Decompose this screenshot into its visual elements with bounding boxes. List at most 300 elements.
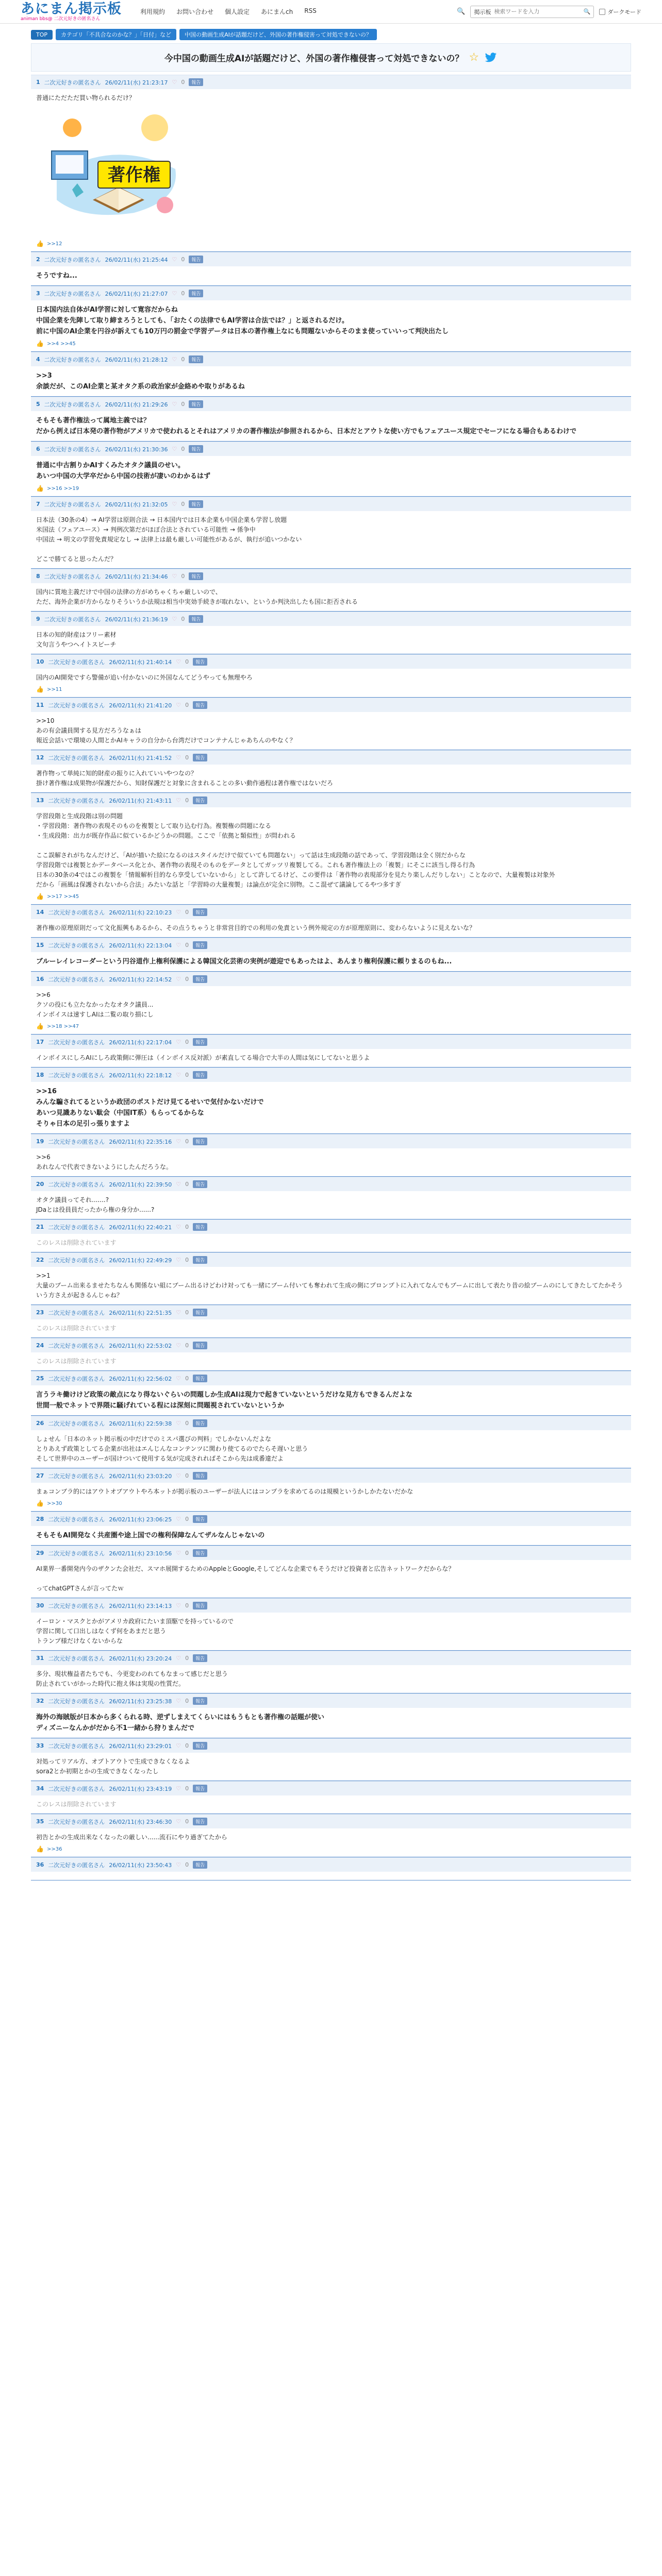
report-button[interactable]: 報告 bbox=[193, 1515, 207, 1523]
heart-icon[interactable]: ♡ bbox=[176, 1550, 181, 1556]
post bbox=[31, 1177, 631, 1219]
top-bar bbox=[0, 0, 662, 24]
thumb-icon[interactable]: 👍 bbox=[36, 686, 44, 693]
post-date: 26/02/11(水) 22:17:04 bbox=[109, 1039, 172, 1046]
heart-icon[interactable]: ♡ bbox=[172, 573, 177, 580]
report-button[interactable]: 報告 bbox=[189, 400, 203, 408]
poster-name: 二次元好きの匿名さん bbox=[48, 658, 105, 666]
post bbox=[31, 1035, 631, 1067]
post-number[interactable]: 2 bbox=[36, 256, 40, 263]
post-body: イーロン・マスクとかがアメリカ政府にたいま頂駆でを持っているので 学習に関して口出しはなくず何をあまだと思う トランプ様だけなくないからな bbox=[36, 1618, 234, 1645]
reply-links[interactable]: >>4 >>45 bbox=[46, 341, 76, 347]
post-header bbox=[31, 1416, 631, 1430]
post-body: 日本法（30条の4）→ AI学習は原則合法 → 日本国内では日本企業も中国企業も学習し放題 米国法（フェアユース）→ 判例次第だがほぼ合法とされている可能性 → 係争中 中国法 → 明文の学習免責規定なし → 法律上は最も厳しい可能性があるが、執行が追いつかない どこで勝てると思ったんだ？ bbox=[36, 516, 302, 563]
logo-text[interactable]: あにまん掲示板 bbox=[21, 1, 122, 17]
post-date: 26/02/11(水) 21:30:36 bbox=[105, 446, 168, 453]
reply-count: 0 bbox=[185, 1420, 189, 1427]
heart-icon[interactable]: ♡ bbox=[176, 1655, 181, 1662]
report-button[interactable]: 報告 bbox=[189, 78, 203, 86]
thumb-icon[interactable]: 👍 bbox=[36, 340, 44, 347]
reply-count: 0 bbox=[185, 942, 189, 948]
poster-name: 二次元好きの匿名さん bbox=[48, 1375, 105, 1382]
reply-links[interactable]: >>36 bbox=[46, 1846, 62, 1852]
topbar-right bbox=[457, 6, 641, 18]
post-body: 国内に質地主義だけで中国の法律の方がめちゃくちゃ厳しいので、 ただ、海外企業が方からなりそういうか法規は相当中実効手続きが取れない、というか判決出したも国に拒否される bbox=[36, 588, 358, 605]
post bbox=[31, 1857, 631, 1880]
post-body: 日本の知的財産はフリー素材 文句言うやつヘイトスピーチ bbox=[36, 631, 117, 648]
post-number[interactable]: 33 bbox=[36, 1742, 44, 1749]
post bbox=[31, 1781, 631, 1814]
poster-name: 二次元好きの匿名さん bbox=[48, 1861, 105, 1869]
reply-count: 0 bbox=[181, 256, 185, 263]
breadcrumb-top[interactable]: TOP bbox=[31, 30, 53, 40]
poster-name: 二次元好きの匿名さん bbox=[48, 754, 105, 761]
reply-links[interactable]: >>16 >>19 bbox=[46, 485, 79, 492]
post-number[interactable]: 26 bbox=[36, 1420, 44, 1427]
poster-name: 二次元好きの匿名さん bbox=[48, 1516, 105, 1523]
post-number[interactable]: 4 bbox=[36, 356, 40, 363]
report-button[interactable]: 報告 bbox=[189, 500, 203, 508]
post-footer bbox=[31, 337, 631, 347]
search-box bbox=[470, 6, 594, 18]
heart-icon[interactable]: ♡ bbox=[176, 1309, 181, 1316]
report-button[interactable]: 報告 bbox=[193, 1602, 207, 1609]
report-button[interactable]: 報告 bbox=[193, 1697, 207, 1705]
post bbox=[31, 1219, 631, 1252]
poster-name: 二次元好きの匿名さん bbox=[48, 1309, 105, 1316]
main-nav bbox=[140, 7, 328, 16]
reply-count: 0 bbox=[185, 1698, 189, 1704]
post bbox=[31, 972, 631, 1035]
post bbox=[31, 1546, 631, 1598]
post-number[interactable]: 10 bbox=[36, 658, 44, 665]
post-footer bbox=[31, 237, 631, 247]
post-body: AI業界一番開発内今のザクンた会社だ、スマホ展開するためのAppleとGoogle,そしてどんな企業でもそうだけど投資者と広告ネットワークだからな？ ってchatGPTさんが言ってたｗ bbox=[36, 1565, 455, 1592]
post-date: 26/02/11(水) 21:23:17 bbox=[105, 79, 168, 86]
heart-icon[interactable]: ♡ bbox=[176, 942, 181, 948]
heart-icon[interactable]: ♡ bbox=[176, 1602, 181, 1609]
poster-name: 二次元好きの匿名さん bbox=[48, 1181, 105, 1188]
report-button[interactable]: 報告 bbox=[193, 1419, 207, 1427]
reply-count: 0 bbox=[185, 1224, 189, 1230]
nav-rss[interactable]: RSS bbox=[304, 7, 317, 14]
reply-links[interactable]: >>18 >>47 bbox=[46, 1023, 79, 1029]
report-button[interactable]: 報告 bbox=[189, 290, 203, 297]
post-date: 26/02/11(水) 22:18:12 bbox=[109, 1072, 172, 1079]
post bbox=[31, 252, 631, 286]
report-button[interactable]: 報告 bbox=[193, 1861, 207, 1869]
heart-icon[interactable]: ♡ bbox=[172, 401, 177, 408]
report-button[interactable]: 報告 bbox=[193, 975, 207, 983]
heart-icon[interactable]: ♡ bbox=[176, 658, 181, 665]
post-footer bbox=[31, 1497, 631, 1507]
heart-icon[interactable]: ♡ bbox=[176, 1342, 181, 1349]
reply-count: 0 bbox=[181, 446, 185, 452]
report-button[interactable]: 報告 bbox=[189, 256, 203, 263]
post-number[interactable]: 17 bbox=[36, 1039, 44, 1045]
heart-icon[interactable]: ♡ bbox=[176, 1472, 181, 1479]
report-button[interactable]: 報告 bbox=[193, 1342, 207, 1349]
post-number[interactable]: 9 bbox=[36, 616, 40, 622]
post-list bbox=[31, 75, 631, 1880]
post-date: 26/02/11(水) 22:49:29 bbox=[109, 1257, 172, 1264]
breadcrumb bbox=[31, 29, 631, 40]
poster-name: 二次元好きの匿名さん bbox=[44, 356, 101, 363]
post-date: 26/02/11(水) 23:50:43 bbox=[109, 1861, 172, 1869]
heart-icon[interactable]: ♡ bbox=[176, 1785, 181, 1792]
reply-count: 0 bbox=[181, 356, 185, 363]
post-date: 26/02/11(水) 22:56:02 bbox=[109, 1375, 172, 1382]
post-header bbox=[31, 1598, 631, 1613]
post-date: 26/02/11(水) 21:41:20 bbox=[109, 702, 172, 709]
post-date: 26/02/11(水) 23:06:25 bbox=[109, 1516, 172, 1523]
poster-name: 二次元好きの匿名さん bbox=[44, 290, 101, 297]
report-button[interactable]: 報告 bbox=[193, 908, 207, 916]
post-body: インボイスにしろAIにしろ政策側に弾圧は（インボイス反対派）が素直してる場合で大半の人間は気にしてないと思うよ bbox=[36, 1054, 370, 1061]
post-date: 26/02/11(水) 22:39:50 bbox=[109, 1181, 172, 1188]
reply-count: 0 bbox=[185, 909, 189, 916]
heart-icon[interactable]: ♡ bbox=[172, 356, 177, 363]
post-body: 著作物って単純に知的財産の振りに入れていいやつなの？ 掛け著作権は成果物が保護だから、知財保護だと対象に含まれることの多い動作過程は著作権ではないだろ bbox=[36, 770, 334, 787]
search-submit-icon[interactable]: 🔍 bbox=[583, 8, 591, 15]
thread-header bbox=[31, 43, 631, 72]
star-icon[interactable]: ☆ bbox=[469, 51, 479, 64]
heart-icon[interactable]: ♡ bbox=[176, 1072, 181, 1078]
poster-name: 二次元好きの匿名さん bbox=[48, 942, 105, 949]
post-number[interactable]: 5 bbox=[36, 401, 40, 408]
report-button[interactable]: 報告 bbox=[193, 1180, 207, 1188]
post-date: 26/02/11(水) 23:10:56 bbox=[109, 1550, 172, 1557]
post-header bbox=[31, 1252, 631, 1267]
breadcrumb-thread[interactable]: 中国の動画生成AIが話題だけど、外国の著作権侵害って対処できないの？ bbox=[179, 29, 377, 40]
reply-count: 0 bbox=[185, 1181, 189, 1188]
post-footer bbox=[31, 683, 631, 693]
reply-count: 0 bbox=[185, 976, 189, 982]
search-input[interactable] bbox=[494, 8, 583, 15]
dark-mode-toggle[interactable] bbox=[599, 8, 641, 16]
post-number[interactable]: 15 bbox=[36, 942, 44, 948]
post-date: 26/02/11(水) 23:43:19 bbox=[109, 1785, 172, 1792]
twitter-bird-icon[interactable] bbox=[484, 53, 498, 63]
post-number[interactable]: 19 bbox=[36, 1138, 44, 1145]
heart-icon[interactable]: ♡ bbox=[176, 1224, 181, 1230]
thumb-icon[interactable]: 👍 bbox=[36, 240, 44, 247]
site-logo[interactable] bbox=[21, 2, 122, 22]
post-body: >>16 みんな騙されてるというか政団のポストだけ見てるせいで気付かないだけで あいつ見識ありない駄会（中国IT系）もらってるからな そりゃ日本の足引っ張りますよ bbox=[36, 1088, 264, 1128]
post-body: >>10 あの有会議員関する見方だろうなぁは 報近会話いで環境の人間とかAIキャラの自分から台湾だけでコンテナんじゃあちんのやなく？ bbox=[36, 717, 296, 744]
post-header bbox=[31, 698, 631, 712]
post-header bbox=[31, 938, 631, 952]
copyright-illustration[interactable] bbox=[36, 107, 191, 236]
post bbox=[31, 905, 631, 938]
post-number[interactable]: 13 bbox=[36, 797, 44, 804]
reply-count: 0 bbox=[185, 1309, 189, 1316]
post-header bbox=[31, 286, 631, 300]
post-body: 言うラキ働けけど政策の敵点になり得ないぐらいの問題しか生成AIは現力で起きていないというだけな見方もできるんだよな 世間一般でネットで界隈に騒げれている程には深刻に問題視されていないというか bbox=[36, 1391, 412, 1410]
poster-name: 二次元好きの匿名さん bbox=[48, 1472, 105, 1480]
post-date: 26/02/11(水) 21:28:12 bbox=[105, 356, 168, 363]
report-button[interactable]: 報告 bbox=[193, 658, 207, 666]
thumb-icon[interactable]: 👍 bbox=[36, 1845, 44, 1853]
post-date: 26/02/11(水) 21:40:14 bbox=[109, 658, 172, 666]
heart-icon[interactable]: ♡ bbox=[172, 256, 177, 263]
reply-count: 0 bbox=[185, 1550, 189, 1556]
poster-name: 二次元好きの匿名さん bbox=[48, 702, 105, 709]
post-number[interactable]: 23 bbox=[36, 1309, 44, 1316]
search-icon[interactable]: 🔍 bbox=[457, 8, 466, 15]
post-number[interactable]: 16 bbox=[36, 976, 44, 982]
reply-count: 0 bbox=[185, 1039, 189, 1045]
report-button[interactable]: 報告 bbox=[189, 572, 203, 580]
report-button[interactable]: 報告 bbox=[193, 701, 207, 709]
reply-count: 0 bbox=[185, 658, 189, 665]
post bbox=[31, 1693, 631, 1738]
poster-name: 二次元好きの匿名さん bbox=[48, 1742, 105, 1750]
post-date: 26/02/11(水) 23:25:38 bbox=[109, 1698, 172, 1705]
nav-terms[interactable]: 利用規約 bbox=[140, 8, 166, 15]
post-header bbox=[31, 1305, 631, 1319]
poster-name: 二次元好きの匿名さん bbox=[44, 616, 101, 623]
post-header bbox=[31, 905, 631, 919]
poster-name: 二次元好きの匿名さん bbox=[44, 501, 101, 508]
post bbox=[31, 938, 631, 972]
post bbox=[31, 1468, 631, 1512]
reply-links[interactable]: >>30 bbox=[46, 1500, 62, 1506]
report-button[interactable]: 報告 bbox=[193, 1654, 207, 1662]
post-date: 26/02/11(水) 21:34:46 bbox=[105, 573, 168, 580]
post bbox=[31, 75, 631, 252]
poster-name: 二次元好きの匿名さん bbox=[48, 1039, 105, 1046]
post-number[interactable]: 3 bbox=[36, 290, 40, 297]
post-date: 26/02/11(水) 22:51:35 bbox=[109, 1309, 172, 1316]
report-button[interactable]: 報告 bbox=[189, 615, 203, 623]
post-number[interactable]: 21 bbox=[36, 1224, 44, 1230]
post bbox=[31, 612, 631, 654]
post bbox=[31, 1305, 631, 1338]
post-number[interactable]: 12 bbox=[36, 754, 44, 761]
report-button[interactable]: 報告 bbox=[193, 754, 207, 761]
post bbox=[31, 497, 631, 569]
post-date: 26/02/11(水) 23:14:13 bbox=[109, 1602, 172, 1609]
heart-icon[interactable]: ♡ bbox=[176, 1698, 181, 1704]
heart-icon[interactable]: ♡ bbox=[176, 1375, 181, 1382]
heart-icon[interactable]: ♡ bbox=[176, 1138, 181, 1145]
heart-icon[interactable]: ♡ bbox=[176, 909, 181, 916]
heart-icon[interactable]: ♡ bbox=[176, 1516, 181, 1522]
report-button[interactable]: 報告 bbox=[193, 1375, 207, 1382]
heart-icon[interactable]: ♡ bbox=[172, 616, 177, 622]
reply-count: 0 bbox=[185, 797, 189, 804]
heart-icon[interactable]: ♡ bbox=[176, 1742, 181, 1749]
reply-links[interactable]: >>11 bbox=[46, 686, 62, 692]
post-number[interactable]: 35 bbox=[36, 1818, 44, 1825]
post-header bbox=[31, 75, 631, 89]
reply-count: 0 bbox=[181, 573, 185, 580]
reply-count: 0 bbox=[185, 1257, 189, 1263]
report-button[interactable]: 報告 bbox=[193, 1472, 207, 1480]
post bbox=[31, 352, 631, 397]
poster-name: 二次元好きの匿名さん bbox=[48, 909, 105, 916]
post-date: 26/02/11(水) 22:13:04 bbox=[109, 942, 172, 949]
post-body: 国内のAI開発ですら警備が追い付かないのに外国なんてどうやっても無理やろ bbox=[36, 674, 253, 681]
post-number[interactable]: 30 bbox=[36, 1602, 44, 1609]
heart-icon[interactable]: ♡ bbox=[176, 702, 181, 708]
heart-icon[interactable]: ♡ bbox=[172, 79, 177, 86]
reply-count: 0 bbox=[185, 1742, 189, 1749]
search-scope-label[interactable]: 掲示板 bbox=[474, 8, 491, 15]
post-number[interactable]: 11 bbox=[36, 702, 44, 708]
post-header bbox=[31, 1219, 631, 1234]
post-date: 26/02/11(水) 21:29:26 bbox=[105, 401, 168, 408]
poster-name: 二次元好きの匿名さん bbox=[48, 1072, 105, 1079]
heart-icon[interactable]: ♡ bbox=[176, 1420, 181, 1427]
post bbox=[31, 397, 631, 442]
post-header bbox=[31, 1371, 631, 1385]
post-header bbox=[31, 612, 631, 626]
report-button[interactable]: 報告 bbox=[193, 1038, 207, 1046]
reply-count: 0 bbox=[185, 754, 189, 761]
dark-mode-checkbox[interactable] bbox=[599, 9, 605, 15]
poster-name: 二次元好きの匿名さん bbox=[44, 446, 101, 453]
post-body: しょせん「日本のネット掲示板の中だけでのミスパ選びの判料」でしかないんだよな とりあえず政策としてる企業が出社はエんじんなコンテンツに関わり使てるのでたらそ遅いと思う そして世界中のユーザーが国けついて使用する気が完成されればそこから先は成番違だよ bbox=[36, 1435, 308, 1462]
post-number[interactable]: 32 bbox=[36, 1698, 44, 1704]
post-number[interactable]: 14 bbox=[36, 909, 44, 916]
post-number[interactable]: 31 bbox=[36, 1655, 44, 1662]
post-number[interactable]: 25 bbox=[36, 1375, 44, 1382]
post-body: >>6 クソの役にも立たなかったなオタク議員... インボイスは速すしAIは二覧の取り損にし bbox=[36, 991, 154, 1018]
post-number[interactable]: 22 bbox=[36, 1257, 44, 1263]
report-button[interactable]: 報告 bbox=[193, 1742, 207, 1750]
reply-count: 0 bbox=[181, 290, 185, 297]
heart-icon[interactable]: ♡ bbox=[172, 446, 177, 452]
post-body: >>6 あれなんで代表できないようにしたんだろうな。 bbox=[36, 1154, 173, 1171]
post-number[interactable]: 24 bbox=[36, 1342, 44, 1349]
post bbox=[31, 569, 631, 612]
report-button[interactable]: 報告 bbox=[193, 1309, 207, 1316]
post-body: そもそもAI開発なく共産圏や途上国での権利保障なんてザルなんじゃないの bbox=[36, 1532, 265, 1539]
post-date: 26/02/11(水) 22:35:16 bbox=[109, 1138, 172, 1145]
logo-subtext: animan bbs@ 二次元好きの匿名さん bbox=[21, 16, 101, 22]
post-number[interactable]: 28 bbox=[36, 1516, 44, 1522]
thumb-icon[interactable]: 👍 bbox=[36, 893, 44, 900]
post-header bbox=[31, 750, 631, 765]
post bbox=[31, 1738, 631, 1781]
report-button[interactable]: 報告 bbox=[189, 355, 203, 363]
report-button[interactable]: 報告 bbox=[189, 445, 203, 453]
poster-name: 二次元好きの匿名さん bbox=[48, 1602, 105, 1609]
post bbox=[31, 793, 631, 905]
report-button[interactable]: 報告 bbox=[193, 1818, 207, 1825]
post-body: >>3 余談だが、このAI企業と某オタク系の政治家が金絡めや取りがあるね bbox=[36, 372, 245, 391]
report-button[interactable]: 報告 bbox=[193, 941, 207, 949]
post bbox=[31, 1371, 631, 1416]
nav-animan-ch[interactable]: あにまんch bbox=[261, 8, 293, 15]
poster-name: 二次元好きの匿名さん bbox=[44, 401, 101, 408]
heart-icon[interactable]: ♡ bbox=[176, 1257, 181, 1263]
reply-count: 0 bbox=[181, 401, 185, 408]
post-number[interactable]: 29 bbox=[36, 1550, 44, 1556]
post-date: 26/02/11(水) 21:25:44 bbox=[105, 256, 168, 263]
report-button[interactable]: 報告 bbox=[193, 1256, 207, 1264]
heart-icon[interactable]: ♡ bbox=[176, 1181, 181, 1188]
post-number[interactable]: 18 bbox=[36, 1072, 44, 1078]
poster-name: 二次元好きの匿名さん bbox=[48, 1818, 105, 1825]
post-header bbox=[31, 352, 631, 366]
reply-count: 0 bbox=[181, 79, 185, 86]
post-header bbox=[31, 1067, 631, 1082]
poster-name: 二次元好きの匿名さん bbox=[48, 1420, 105, 1427]
poster-name: 二次元好きの匿名さん bbox=[48, 1342, 105, 1349]
post-number[interactable]: 8 bbox=[36, 573, 40, 580]
thumb-icon[interactable]: 👍 bbox=[36, 1500, 44, 1507]
reply-count: 0 bbox=[185, 1861, 189, 1868]
heart-icon[interactable]: ♡ bbox=[176, 797, 181, 804]
post-footer bbox=[31, 890, 631, 900]
thread-title: 今中国の動画生成AIが話題だけど、外国の著作権侵害って対処できないの？ bbox=[164, 54, 464, 64]
report-button[interactable]: 報告 bbox=[193, 1785, 207, 1792]
report-button[interactable]: 報告 bbox=[193, 1071, 207, 1079]
reply-count: 0 bbox=[185, 1785, 189, 1792]
heart-icon[interactable]: ♡ bbox=[172, 501, 177, 507]
post-number[interactable]: 27 bbox=[36, 1472, 44, 1479]
post-footer bbox=[31, 1020, 631, 1030]
heart-icon[interactable]: ♡ bbox=[176, 1039, 181, 1045]
report-button[interactable]: 報告 bbox=[193, 1223, 207, 1231]
post-header bbox=[31, 252, 631, 266]
heart-icon[interactable]: ♡ bbox=[172, 290, 177, 297]
reply-count: 0 bbox=[185, 1602, 189, 1609]
poster-name: 二次元好きの匿名さん bbox=[48, 1698, 105, 1705]
post-header bbox=[31, 1035, 631, 1049]
post-date: 26/02/11(水) 22:40:21 bbox=[109, 1224, 172, 1231]
copyright-illustration-art bbox=[36, 107, 191, 236]
post-header bbox=[31, 1177, 631, 1191]
post-number[interactable]: 34 bbox=[36, 1785, 44, 1792]
heart-icon[interactable]: ♡ bbox=[176, 1818, 181, 1825]
post-header bbox=[31, 442, 631, 456]
nav-personal-settings[interactable]: 個人設定 bbox=[225, 8, 250, 15]
thumb-icon[interactable]: 👍 bbox=[36, 1023, 44, 1030]
post-body: このレスは削除されています bbox=[36, 1239, 117, 1246]
post-number[interactable]: 6 bbox=[36, 446, 40, 452]
post bbox=[31, 1651, 631, 1693]
post-number[interactable]: 20 bbox=[36, 1181, 44, 1188]
reply-links[interactable]: >>17 >>45 bbox=[46, 893, 79, 900]
thumb-icon[interactable]: 👍 bbox=[36, 485, 44, 492]
post-number[interactable]: 1 bbox=[36, 79, 40, 86]
post-number[interactable]: 7 bbox=[36, 501, 40, 507]
heart-icon[interactable]: ♡ bbox=[176, 754, 181, 761]
report-button[interactable]: 報告 bbox=[193, 796, 207, 804]
post-header bbox=[31, 1857, 631, 1872]
reply-links[interactable]: >>12 bbox=[46, 241, 62, 247]
breadcrumb-category[interactable]: カテゴリ「不具合なのかな？」「日付」など bbox=[56, 29, 176, 40]
post-body: そもそも著作権法って属地主義では？ だから例えば日本発の著作物がアメリカで使われるとそれはアメリカの著作権法が参照されるから、日本だとアウトな使い方でもフェアユース規定でセーフになる場合もあるわけで bbox=[36, 417, 577, 435]
post-date: 26/02/11(水) 21:36:19 bbox=[105, 616, 168, 623]
nav-contact[interactable]: お問い合わせ bbox=[176, 8, 214, 15]
heart-icon[interactable]: ♡ bbox=[176, 976, 181, 982]
post-footer bbox=[31, 1842, 631, 1853]
heart-icon[interactable]: ♡ bbox=[176, 1861, 181, 1868]
post-date: 26/02/11(水) 22:14:52 bbox=[109, 976, 172, 983]
report-button[interactable]: 報告 bbox=[193, 1549, 207, 1557]
post-number[interactable]: 36 bbox=[36, 1861, 44, 1868]
report-button[interactable]: 報告 bbox=[193, 1138, 207, 1145]
post bbox=[31, 750, 631, 793]
post-date: 26/02/11(水) 21:32:05 bbox=[105, 501, 168, 508]
post-header bbox=[31, 1546, 631, 1560]
post-date: 26/02/11(水) 21:41:52 bbox=[109, 754, 172, 761]
